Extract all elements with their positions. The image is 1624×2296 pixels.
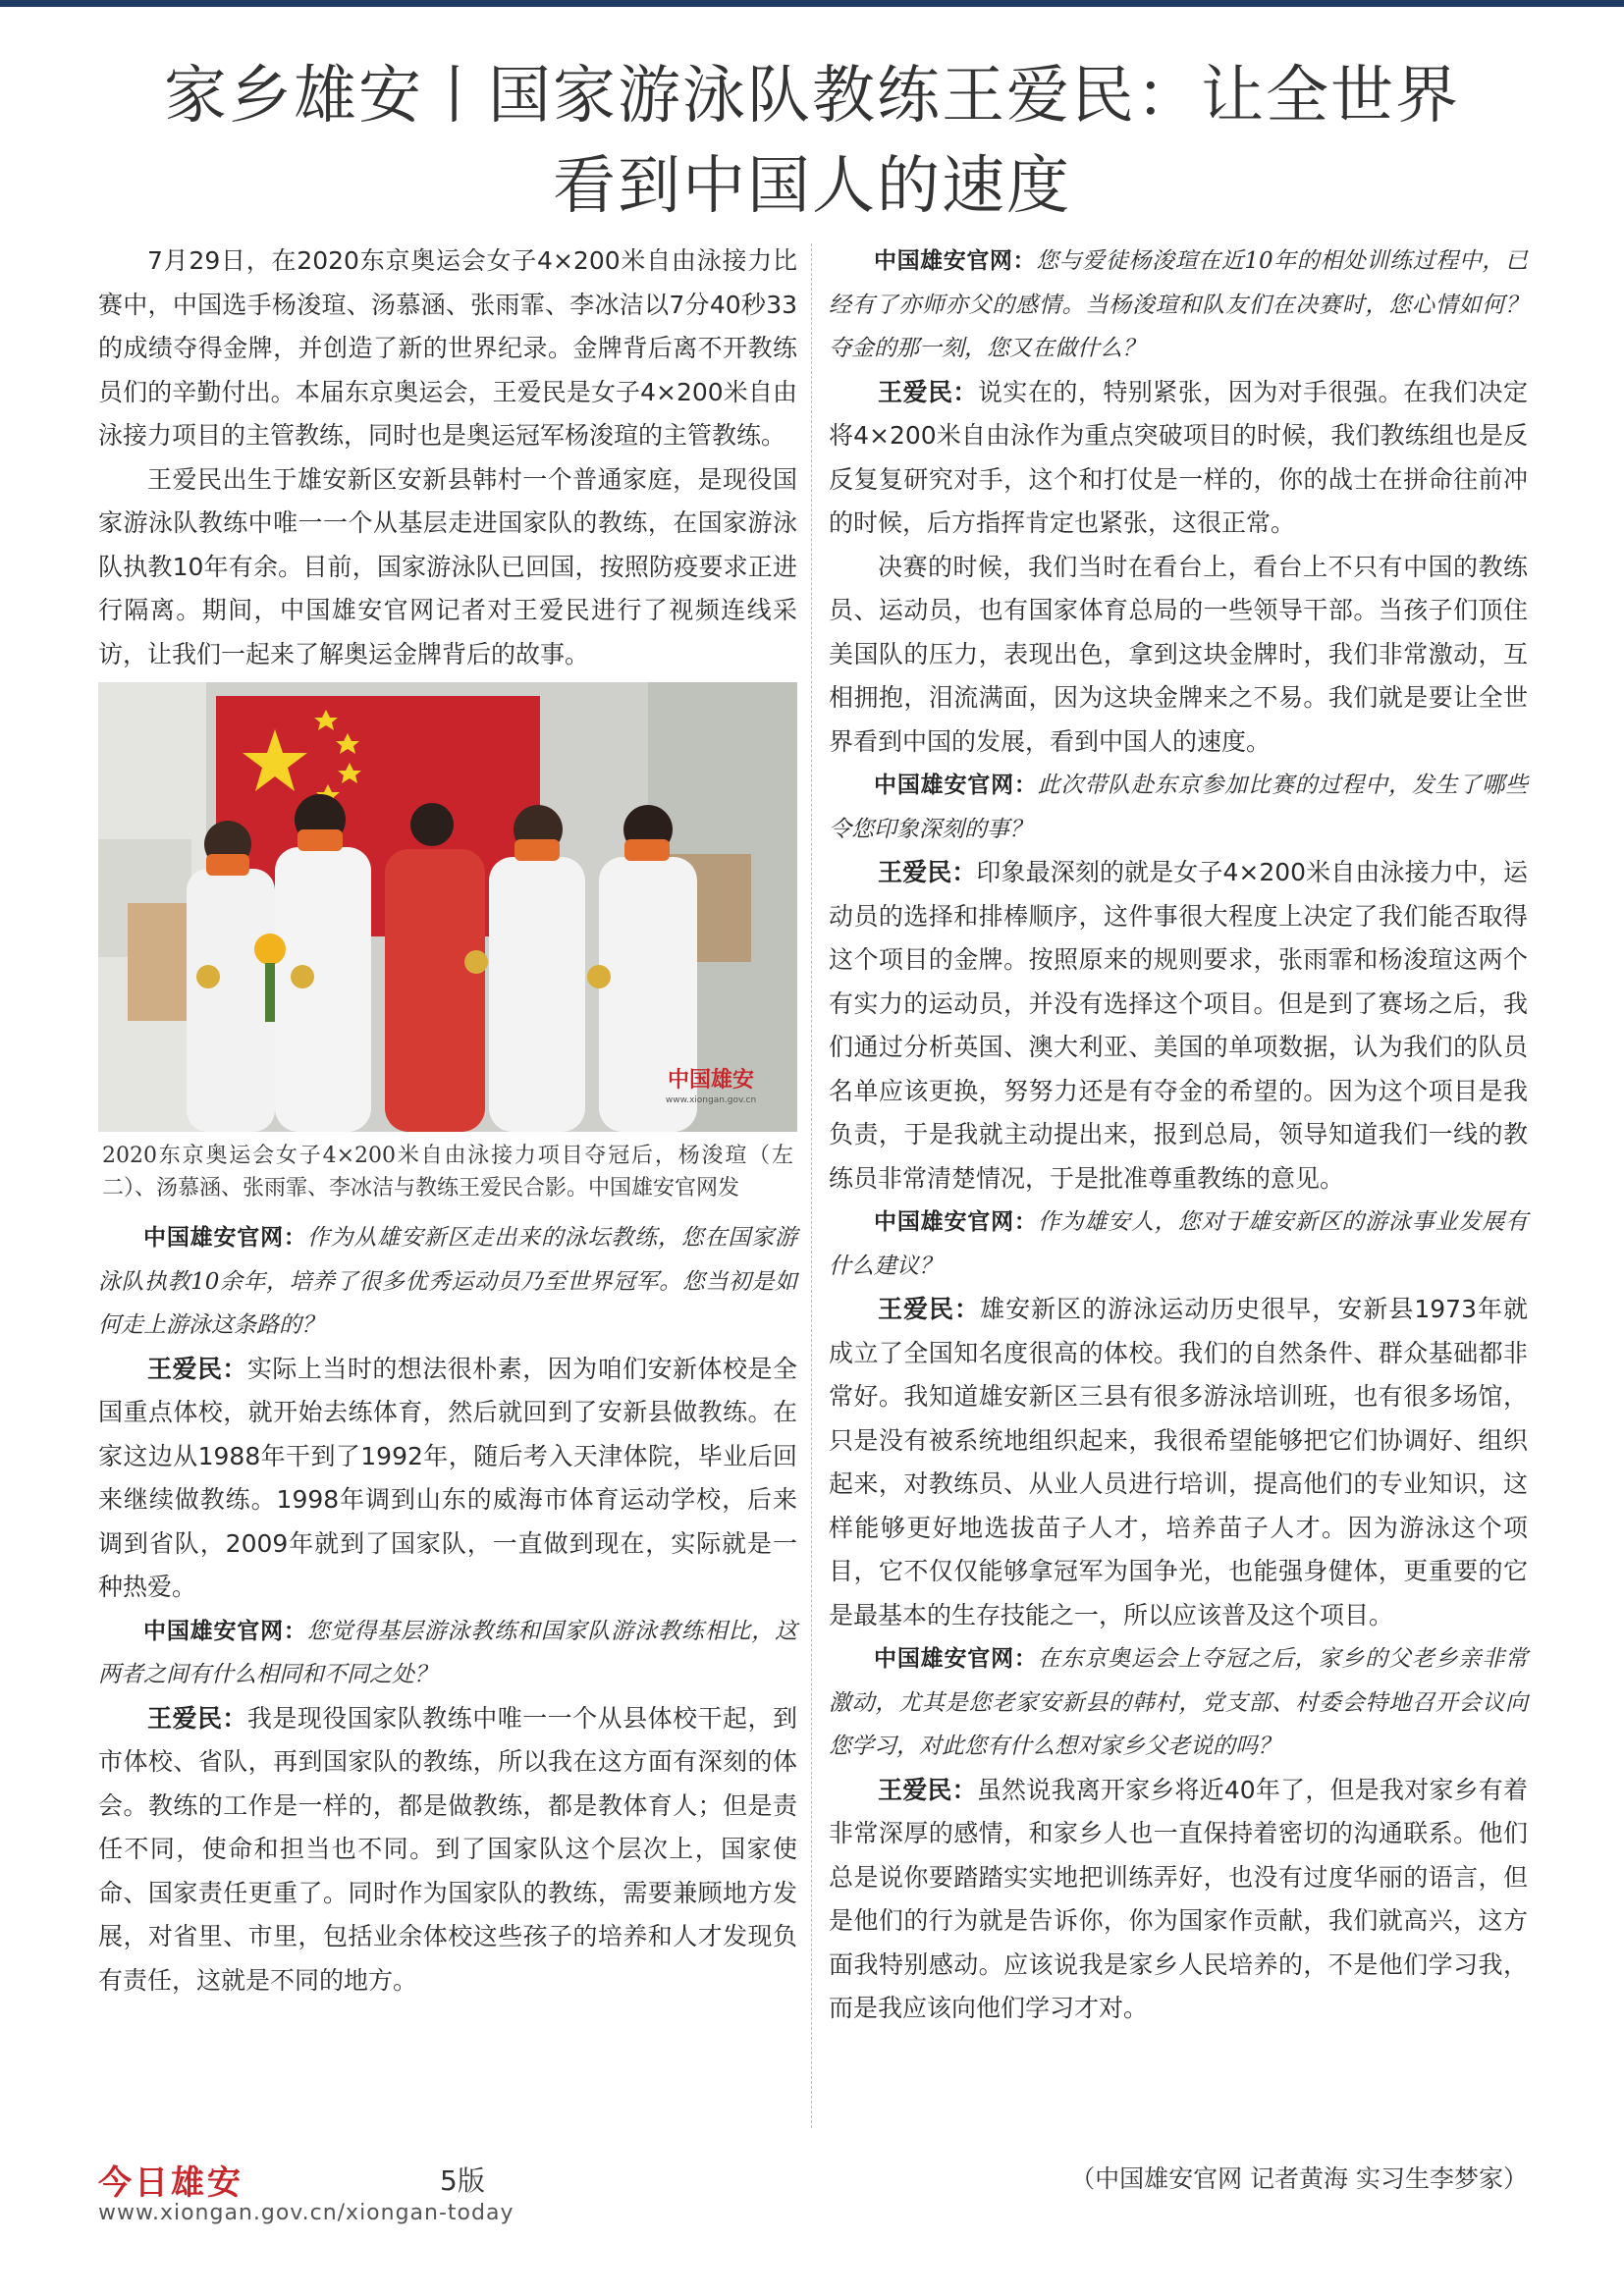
byline: （中国雄安官网 记者黄海 实习生李梦家）: [1070, 2164, 1528, 2193]
page-number: 5版: [440, 2164, 485, 2197]
team-photo-illustration: [98, 682, 797, 1132]
question-4: [829, 764, 1528, 851]
question-6: [829, 1637, 1528, 1769]
answer-5-text: 雄安新区的游泳运动历史很早，安新县1973年就成立了全国知名度很高的体校。我们的自然条件、群众基础都非常好。我知道雄安新区三县有很多游泳培训班，也有很多场馆，只是没有被系统地组织起来，我很希望能够把它们协调好、组织起来，对教练员、从业人员进行培训，提高他们的专业知识，这样能够更好地选拔苗子人才，培养苗子人才。因为游泳这个项目，它不仅仅能够拿冠军为国争光，也能强身健体，更重要的它是最基本的生存技能之一，所以应该普及这个项目。: [829, 1295, 1528, 1629]
question-4-text: 此次带队赴东京参加比赛的过程中，发生了哪些令您印象深刻的事？: [829, 773, 1529, 842]
team-photo: [98, 682, 797, 1132]
top-bar: [0, 0, 1624, 7]
answer-6-text: 虽然说我离开家乡将近40年了，但是我对家乡有着非常深厚的感情，和家乡人也一直保持着密切的沟通联系。他们总是说你要踏踏实实地把训练弄好，也没有过度华丽的语言，但是他们的行为就是告诉你，你为国家作贡献，我们就高兴，这方面我特别感动。应该说我是家乡人民培养的，不是他们学习我，而是我应该向他们学习才对。: [829, 1775, 1528, 2022]
photo-watermark: 中国雄安: [667, 1067, 755, 1093]
answer-4-speaker: 王爱民：: [878, 858, 977, 886]
answer-4: [829, 851, 1528, 1201]
answer-2-text: 我是现役国家队教练中唯一一个从县体校干起，到市体校、省队，再到国家队的教练，所以我在这方面有深刻的体会。教练的工作是一样的，都是做教练，都是教体育人；但是责任不同，使命和担当也不同。到了国家队这个层次上，国家使命、国家责任更重了。同时作为国家队的教练，需要兼顾地方发展，对省里、市里，包括业余体校这些孩子的培养和人才发现负有责任，这就是不同的地方。: [98, 1703, 797, 1995]
answer-5-speaker: 王爱民：: [878, 1295, 981, 1323]
answer-3-speaker: 王爱民：: [878, 377, 978, 406]
question-6-text: 在东京奥运会上夺冠之后，家乡的父老乡亲非常激动，尤其是您老家安新县的韩村，党支部、村委会特地召开会议向您学习，对此您有什么想对家乡父老说的吗？: [829, 1646, 1529, 1759]
question-1-text: 作为从雄安新区走出来的泳坛教练，您在国家游泳队执教10余年，培养了很多优秀运动员乃至世界冠军。您当初是如何走上游泳这条路的？: [98, 1225, 798, 1338]
left-column: [98, 240, 797, 2002]
answer-6: [829, 1769, 1528, 2031]
photo-watermark-url: www.xiongan.gov.cn: [665, 1095, 757, 1105]
newspaper-logo: 今日雄安: [98, 2163, 244, 2203]
question-2-speaker: 中国雄安官网：: [143, 1618, 307, 1644]
question-5-text: 作为雄安人，您对于雄安新区的游泳事业发展有什么建议？: [829, 1209, 1529, 1279]
question-3-speaker: 中国雄安官网：: [874, 248, 1037, 274]
intro-paragraph-1: 7月29日，在2020东京奥运会女子4×200米自由泳接力比赛中，中国选手杨浚瑄、汤慕涵、张雨霏、李冰洁以7分40秒33的成绩夺得金牌，并创造了新的世界纪录。金牌背后离不开教练员们的辛勤付出。本届东京奥运会，王爱民是女子4×200米自由泳接力项目的主管教练，同时也是奥运冠军杨浚瑄的主管教练。: [98, 246, 797, 450]
article-title: [59, 51, 1565, 232]
answer-2: [98, 1697, 797, 2003]
answer-5: [829, 1288, 1528, 1637]
title-line-1: 家乡雄安丨国家游泳队教练王爱民：让全世界: [164, 60, 1460, 133]
answer-3-text: 说实在的，特别紧张，因为对手很强。在我们决定将4×200米自由泳作为重点突破项目的时候，我们教练组也是反反复复研究对手，这个和打仗是一样的，你的战士在拼命往前冲的时候，后方指挥肯定也紧张，这很正常。: [829, 377, 1528, 537]
question-2-text: 您觉得基层游泳教练和国家队游泳教练相比，这两者之间有什么相同和不同之处？: [98, 1618, 798, 1687]
title-line-2: 看到中国人的速度: [553, 150, 1071, 223]
question-2: [98, 1610, 797, 1697]
footer-url[interactable]: www.xiongan.gov.cn/xiongan-today: [98, 2201, 514, 2225]
answer-2-speaker: 王爱民：: [147, 1703, 247, 1733]
right-column: [829, 240, 1528, 2031]
question-3-text: 您与爱徒杨浚瑄在近10年的相处训练过程中，已经有了亦师亦父的感情。当杨浚瑄和队友们在决赛时，您心情如何？夺金的那一刻，您又在做什么？: [829, 248, 1528, 361]
answer-4-text: 印象最深刻的就是女子4×200米自由泳接力中，运动员的选择和排棒顺序，这件事很大程度上决定了我们能否取得这个项目的金牌。按照原来的规则要求，张雨霏和杨浚瑄这两个有实力的运动员，并没有选择这个项目。但是到了赛场之后，我们通过分析英国、澳大利亚、美国的单项数据，认为我们的队员名单应该更换，努努力还是有夺金的希望的。因为这个项目是我负责，于是我就主动提出来，报到总局，领导知道我们一线的教练员非常清楚情况，于是批准尊重教练的意见。: [829, 858, 1528, 1193]
question-5-speaker: 中国雄安官网：: [874, 1209, 1038, 1235]
question-5: [829, 1201, 1528, 1288]
question-4-speaker: 中国雄安官网：: [874, 773, 1038, 798]
answer-3: [829, 371, 1528, 546]
column-divider: [811, 243, 812, 2128]
photo-caption: 2020东京奥运会女子4×200米自由泳接力项目夺冠后，杨浚瑄（左二）、汤慕涵、张雨霏、李冰洁与教练王爱民合影。中国雄安官网发: [102, 1144, 793, 1201]
question-3: [829, 240, 1528, 371]
answer-3-continued: 决赛的时候，我们当时在看台上，看台上不只有中国的教练员、运动员，也有国家体育总局的一些领导干部。当孩子们顶住美国队的压力，表现出色，拿到这块金牌时，我们非常激动，互相拥抱，泪流满面，因为这块金牌来之不易。我们就是要让全世界看到中国的发展，看到中国人的速度。: [829, 552, 1528, 756]
answer-1-speaker: 王爱民：: [147, 1354, 247, 1383]
question-1-speaker: 中国雄安官网：: [143, 1225, 307, 1251]
intro-paragraph-2: 王爱民出生于雄安新区安新县韩村一个普通家庭，是现役国家游泳队教练中唯一一个从基层走进国家队的教练，在国家游泳队执教10年有余。目前，国家游泳队已回国，按照防疫要求正进行隔离。期间，中国雄安官网记者对王爱民进行了视频连线采访，让我们一起来了解奥运金牌背后的故事。: [98, 464, 797, 668]
answer-6-speaker: 王爱民：: [878, 1775, 977, 1804]
answer-1: [98, 1348, 797, 1610]
answer-1-text: 实际上当时的想法很朴素，因为咱们安新体校是全国重点体校，就开始去练体育，然后就回到了安新县做教练。在家这边从1988年干到了1992年，随后考入天津体院，毕业后回来继续做教练。1998年调到山东的威海市体育运动学校，后来调到省队，2009年就到了国家队，一直做到现在，实际就是一种热爱。: [98, 1354, 797, 1601]
question-1: [98, 1216, 797, 1348]
question-6-speaker: 中国雄安官网：: [874, 1646, 1038, 1672]
